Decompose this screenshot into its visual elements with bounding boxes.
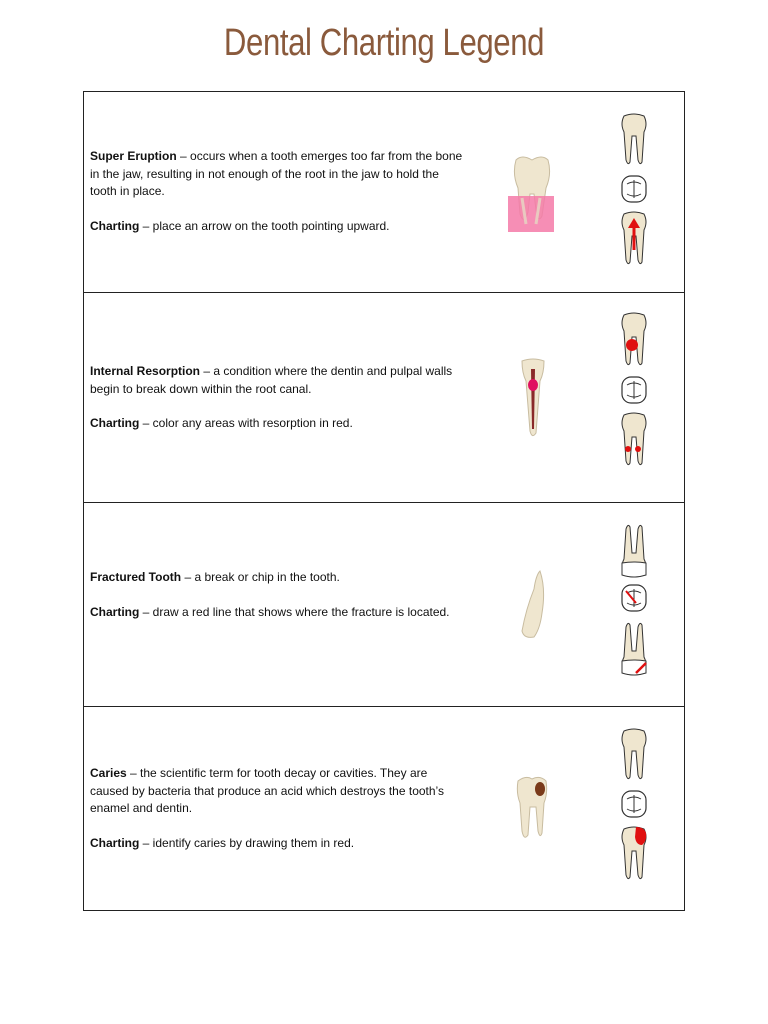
- row-text: [90, 569, 468, 638]
- chart-symbols: [614, 311, 654, 469]
- charting-label: Charting: [90, 835, 140, 850]
- term: Super Eruption: [90, 149, 177, 163]
- internal-resorption-tooth-image: [518, 357, 548, 439]
- tooth-fracture-line-icon: [614, 619, 654, 677]
- definition: – the scientific term for tooth decay or cavities. They are caused by bacteria that produce an acid which destroys the tooth’s enamel and dentin.: [90, 766, 444, 815]
- chart-symbols: [614, 112, 654, 268]
- charting-label: Charting: [90, 416, 140, 430]
- row-text: [90, 765, 468, 869]
- super-eruption-tooth-image: [508, 154, 556, 234]
- caries-tooth-image: [514, 775, 550, 841]
- row-text: [90, 363, 468, 450]
- tooth-occlusal-icon: [614, 373, 654, 409]
- row-text: [90, 148, 468, 252]
- tooth-resorption-root-icon: [614, 411, 654, 469]
- charting-label: Charting: [90, 604, 140, 619]
- legend-table: [83, 91, 685, 911]
- legend-row-internal-resorption: [84, 293, 684, 503]
- charting-label: Charting: [90, 218, 140, 233]
- charting-text: – place an arrow on the tooth pointing upward.: [139, 218, 390, 233]
- term: Internal Resorption: [90, 364, 201, 378]
- page-title: Dental Charting Legend: [223, 22, 545, 64]
- charting-text: – identify caries by drawing them in red.: [139, 835, 355, 850]
- tooth-arrow-up-icon: [614, 210, 654, 268]
- definition: – occurs when a tooth emerges too far from the bone in the jaw, resulting in not enough of the root in the jaw to hold the tooth in place.: [90, 149, 463, 198]
- legend-row-super-eruption: [84, 92, 684, 293]
- legend-row-caries: [84, 707, 684, 911]
- chart-symbols: [614, 727, 654, 883]
- legend-row-fractured-tooth: [84, 503, 684, 707]
- tooth-occlusal-icon: [614, 787, 654, 823]
- tooth-occlusal-icon: [614, 172, 654, 208]
- definition: – a condition where the dentin and pulpal walls begin to break down within the root canal.: [90, 364, 453, 396]
- definition: – a break or chip in the tooth.: [181, 570, 340, 584]
- charting-text: – color any areas with resorption in red.: [139, 416, 353, 430]
- term: Caries: [90, 766, 127, 780]
- chart-symbols: [614, 521, 654, 677]
- tooth-inverted-icon: [614, 521, 654, 579]
- fractured-tooth-image: [516, 569, 550, 641]
- tooth-side-icon: [614, 112, 654, 168]
- tooth-side-icon: [614, 727, 654, 783]
- tooth-occlusal-fracture-icon: [614, 581, 654, 617]
- term: Fractured Tooth: [90, 570, 182, 584]
- charting-text: – draw a red line that shows where the fracture is located.: [139, 604, 450, 619]
- tooth-caries-icon: [614, 825, 654, 883]
- tooth-resorption-crown-icon: [614, 311, 654, 369]
